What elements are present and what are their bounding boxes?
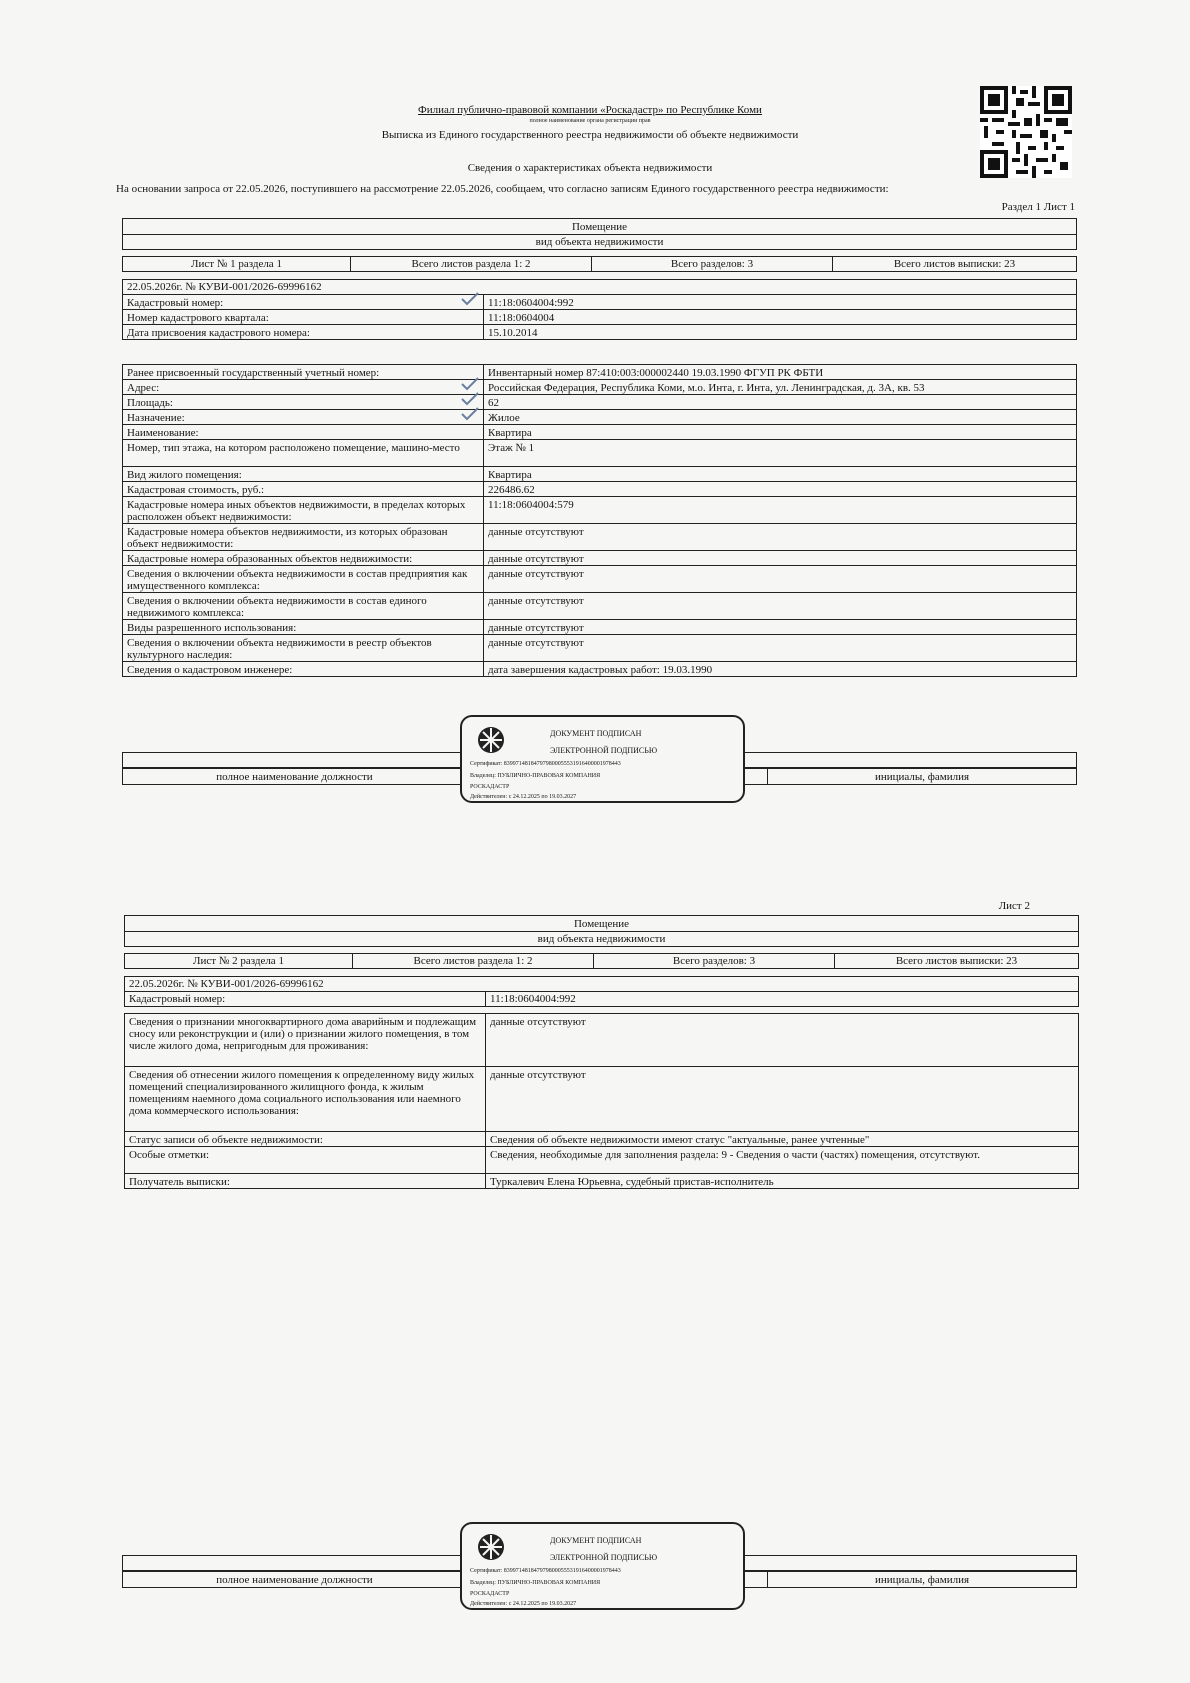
emblem-icon — [476, 1532, 506, 1562]
row-label: Сведения о признании многоквартирного дома аварийным и подлежащим сносу или реконструкции и (или) о признании жилого помещения, в том числе жилого дома, непригодным для проживания: — [125, 1014, 486, 1066]
row-label: Сведения о включении объекта недвижимости в реестр объектов культурного наследия: — [123, 635, 484, 661]
table-row — [122, 466, 1077, 482]
section-label: Раздел 1 Лист 1 — [1001, 201, 1075, 213]
row-label: Сведения об отнесении жилого помещения к определенному виду жилых помещений специализированного жилищного фонда, к жилым помещениям наемного дома социального использования или наемного дома коммерческого использования: — [125, 1067, 486, 1131]
row-label: Номер, тип этажа, на котором расположено помещение, машино-место — [123, 440, 484, 466]
e-signature-stamp-2: ДОКУМЕНТ ПОДПИСАН ЭЛЕКТРОННОЙ ПОДПИСЬЮ Сертификат: 839971481847979800055531916400001978443 Владелец: ПУБЛИЧНО-ПРАВОВАЯ КОМПАНИЯ РОСКАДАСТР Действителен: с 24.12.2025 по 19.03.2027 — [460, 1522, 745, 1610]
table-row — [122, 523, 1077, 551]
row-label: Кадастровые номера иных объектов недвижимости, в пределах которых расположен объект недвижимости: — [123, 497, 484, 523]
row-label: Назначение: — [123, 410, 484, 424]
row-label: Дата присвоения кадастрового номера: — [123, 325, 484, 339]
row-label: Виды разрешенного использования: — [123, 620, 484, 634]
row-label: Площадь: — [123, 395, 484, 409]
position-caption: полное наименование должности — [123, 769, 467, 784]
table-row — [122, 634, 1077, 662]
object-type-row: Помещение — [122, 218, 1077, 235]
org-caption: полное наименование органа регистрации прав — [529, 118, 651, 124]
row-label: Получатель выписки: — [125, 1174, 486, 1188]
sheet-info-row: Лист № 1 раздела 1 Всего листов раздела 1: 2 Всего разделов: 3 Всего листов выписки: 23 — [122, 256, 1077, 272]
row-value: Туркалевич Елена Юрьевна, судебный пристав-исполнитель — [490, 1176, 774, 1188]
object-type-caption-row-2: вид объекта недвижимости — [124, 931, 1079, 947]
object-type-caption-row: вид объекта недвижимости — [122, 234, 1077, 250]
sheet-2-label: Лист 2 — [998, 900, 1030, 912]
table-row — [124, 1013, 1079, 1067]
table-row — [122, 661, 1077, 677]
table-row — [122, 324, 1077, 340]
row-label: Особые отметки: — [125, 1147, 486, 1173]
row-value: 11:18:0604004:579 — [488, 499, 574, 511]
table-row — [124, 1066, 1079, 1132]
row-value: 62 — [488, 397, 499, 409]
row-value: данные отсутствуют — [488, 568, 584, 580]
cadastral-number-row-2: Кадастровый номер: 11:18:0604004:992 — [124, 991, 1079, 1007]
row-value: Сведения об объекте недвижимости имеют статус "актуальные, ранее учтенные" — [490, 1134, 870, 1146]
table-row — [122, 424, 1077, 440]
table-row — [124, 1131, 1079, 1147]
checkmark-icon — [461, 392, 479, 406]
checkmark-icon — [461, 407, 479, 421]
name-caption: инициалы, фамилия — [874, 1573, 970, 1586]
qr-code — [980, 86, 1072, 178]
row-value: Инвентарный номер 87:410:003:000002440 19.03.1990 ФГУП РК ФБТИ — [488, 367, 824, 379]
table-row — [122, 294, 1077, 310]
table-row — [122, 496, 1077, 524]
org-name: Филиал публично-правовой компании «Роскадастр» по Республике Коми — [418, 104, 762, 116]
row-value: Сведения, необходимые для заполнения раздела: 9 - Сведения о части (частях) помещения, отсутствуют. — [490, 1149, 980, 1161]
row-label: Наименование: — [123, 425, 484, 439]
record-number-row: 22.05.2026г. № КУВИ-001/2026-69996162 — [122, 279, 1077, 295]
table-row — [122, 439, 1077, 467]
row-value: Этаж № 1 — [488, 442, 535, 454]
name-caption: инициалы, фамилия — [874, 770, 970, 783]
row-value: Квартира — [488, 469, 532, 481]
table-row — [122, 309, 1077, 325]
position-caption: полное наименование должности — [123, 1572, 467, 1587]
table-row — [122, 565, 1077, 593]
row-label: Кадастровая стоимость, руб.: — [123, 482, 484, 496]
document-title: Выписка из Единого государственного реестра недвижимости об объекте недвижимости — [381, 129, 799, 141]
row-value: данные отсутствуют — [490, 1069, 586, 1081]
row-value: Российская Федерация, Республика Коми, м.о. Инта, г. Инта, ул. Ленинградская, д. 3А, кв. 53 — [488, 382, 925, 394]
row-value: данные отсутствуют — [490, 1016, 586, 1028]
row-value: данные отсутствуют — [488, 553, 584, 565]
row-label: Сведения о включении объекта недвижимости в состав предприятия как имущественного комплекса: — [123, 566, 484, 592]
row-label: Номер кадастрового квартала: — [123, 310, 484, 324]
row-label: Кадастровый номер: — [123, 295, 484, 309]
row-value: 11:18:0604004:992 — [488, 297, 574, 309]
row-value: 15.10.2014 — [488, 327, 538, 339]
row-value: Жилое — [488, 412, 520, 424]
table-row — [122, 592, 1077, 620]
record-number-row-2: 22.05.2026г. № КУВИ-001/2026-69996162 — [124, 976, 1079, 992]
emblem-icon — [476, 725, 506, 755]
table-row — [122, 379, 1077, 395]
table-row — [122, 619, 1077, 635]
row-value: данные отсутствуют — [488, 595, 584, 607]
table-row — [122, 550, 1077, 566]
row-label: Кадастровые номера образованных объектов недвижимости: — [123, 551, 484, 565]
checkmark-icon — [461, 292, 479, 306]
row-value: данные отсутствуют — [488, 622, 584, 634]
table-row — [124, 1146, 1079, 1174]
checkmark-icon — [461, 377, 479, 391]
row-value: 226486.62 — [488, 484, 535, 496]
row-label: Адрес: — [123, 380, 484, 394]
row-label: Вид жилого помещения: — [123, 467, 484, 481]
row-label: Статус записи об объекте недвижимости: — [125, 1132, 486, 1146]
row-value: 11:18:0604004 — [488, 312, 555, 324]
row-value: дата завершения кадастровых работ: 19.03.1990 — [488, 664, 713, 676]
object-type-row-2: Помещение — [124, 915, 1079, 932]
request-intro: На основании запроса от 22.05.2026, поступившего на рассмотрение 22.05.2026, сообщаем, что согласно записям Единого государственного реестра недвижимости: — [116, 183, 889, 195]
table-row — [122, 481, 1077, 497]
row-value: Квартира — [488, 427, 532, 439]
row-label: Сведения о включении объекта недвижимости в состав единого недвижимого комплекса: — [123, 593, 484, 619]
document-subtitle: Сведения о характеристиках объекта недвижимости — [467, 162, 713, 174]
row-label: Сведения о кадастровом инженере: — [123, 662, 484, 676]
table-row — [124, 1173, 1079, 1189]
e-signature-stamp-1: ДОКУМЕНТ ПОДПИСАН ЭЛЕКТРОННОЙ ПОДПИСЬЮ Сертификат: 839971481847979800055531916400001978443 Владелец: ПУБЛИЧНО-ПРАВОВАЯ КОМПАНИЯ РОСКАДАСТР Действителен: с 24.12.2025 по 19.03.2027 — [460, 715, 745, 803]
table-row — [122, 364, 1077, 380]
table-row — [122, 394, 1077, 410]
table-row — [122, 409, 1077, 425]
row-value: данные отсутствуют — [488, 637, 584, 649]
row-label: Ранее присвоенный государственный учетный номер: — [123, 365, 484, 379]
row-value: данные отсутствуют — [488, 526, 584, 538]
row-label: Кадастровые номера объектов недвижимости, из которых образован объект недвижимости: — [123, 524, 484, 550]
sheet-info-row-2: Лист № 2 раздела 1 Всего листов раздела 1: 2 Всего разделов: 3 Всего листов выписки: 23 — [124, 953, 1079, 969]
